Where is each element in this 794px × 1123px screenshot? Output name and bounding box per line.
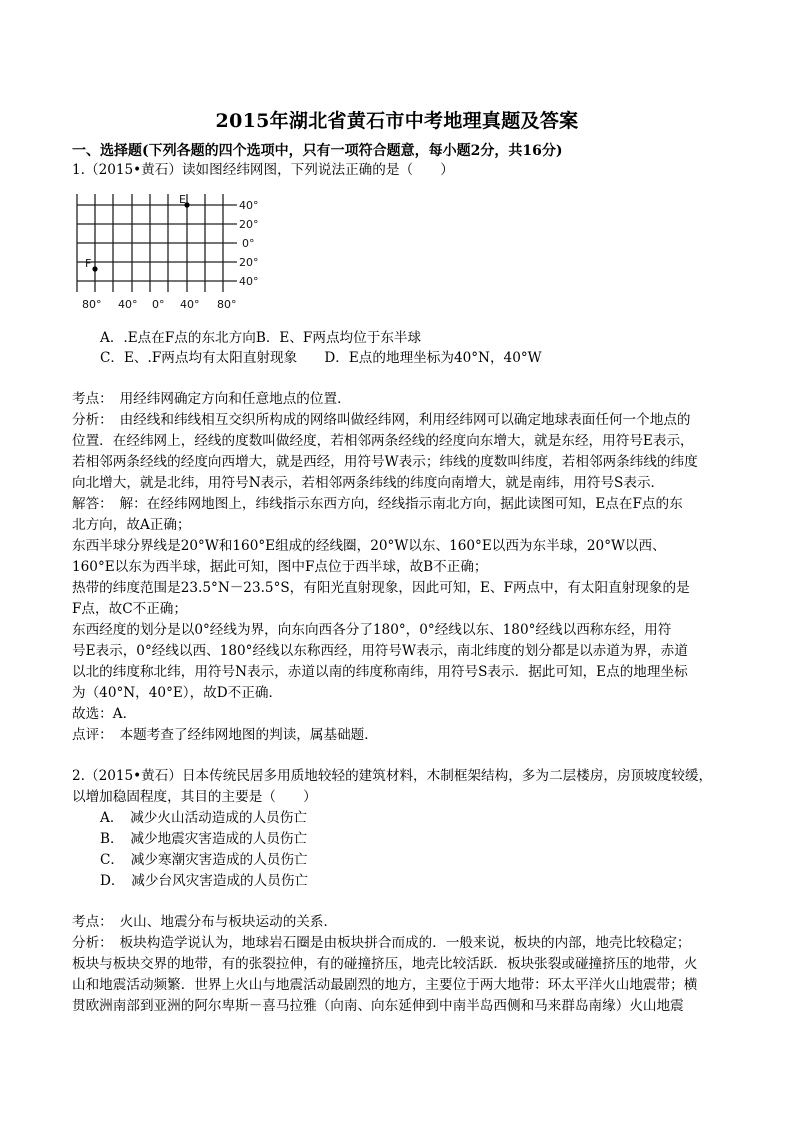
q1-jieda-line: 东西经度的划分是以0°经线为界，向东向西各分了180°，0°经线以东、180°经线以西称东经，用符 [72, 622, 672, 638]
lat-label: 20° [239, 218, 259, 231]
point-e-label: E [179, 193, 186, 206]
q1-options-row-1: A．.E点在F点的东北方向B．E、F两点均位于东半球 [100, 330, 422, 346]
q2-fenxi-line: 板块与板块交界的地带，有的张裂拉伸，有的碰撞挤压，地壳比较活跃．板块张裂或碰撞挤压的地带，火 [72, 956, 698, 972]
lon-label: 40° [180, 298, 200, 311]
lon-label: 80° [217, 298, 237, 311]
q1-dianping: 点评： 本题考查了经纬网地图的判读，属基础题． [72, 727, 378, 743]
q1-kaodian: 考点： 用经纬网确定方向和任意地点的位置． [72, 391, 351, 407]
lat-label: 20° [239, 256, 259, 269]
q1-jieda-line: 热带的纬度范围是23.5°N－23.5°S，有阳光直射现象，因此可知，E、F两点中，有太阳直射现象的是 [72, 580, 690, 596]
q2-stem-line-1: 2.（2015•黄石）日本传统民居多用质地较轻的建筑材料，木制框架结构，多为二层楼房，房顶坡度较缓， [72, 768, 713, 784]
q1-jieda-line: 160°E以东为西半球，据此可知，图中F点位于西半球，故B不正确； [72, 559, 488, 575]
page-title: 2015年湖北省黄石市中考地理真题及答案 [215, 110, 579, 132]
q1-fenxi-line: 位置．在经纬网上，经线的度数叫做经度，若相邻两条经线的经度向东增大，就是东经，用符号E表示， [72, 433, 694, 449]
q1-jieda-line: 北方向，故A正确； [72, 517, 191, 533]
lat-label: 40° [239, 275, 259, 288]
q2-fenxi-line: 山和地震活动频繁．世界上火山与地震活动最剧烈的地方，主要位于两大地带：环太平洋火山地震带；横 [72, 977, 698, 993]
lon-label: 0° [152, 298, 165, 311]
latitude-labels [239, 199, 259, 288]
q1-jieda-line: 解答： 解：在经纬网地图上，纬线指示东西方向，经线指示南北方向，据此读图可知，E点在F点的东 [72, 496, 683, 512]
lat-label: 40° [239, 199, 259, 212]
q2-option-d: D． 减少台风灾害造成的人员伤亡 [100, 873, 309, 889]
lat-lon-grid-figure [72, 192, 272, 317]
section-heading: 一、选择题(下列各题的四个选项中，只有一项符合题意，每小题2分，共16分) [72, 143, 563, 159]
q1-stem: 1.（2015•黄石）读如图经纬网图，下列说法正确的是（ ） [72, 162, 454, 178]
q1-jieda-line: 号E表示，0°经线以西、180°经线以东称西经，用符号W表示，南北纬度的划分都是以赤道为界，赤道 [72, 643, 688, 659]
q1-jieda-line: 为（40°N，40°E），故D不正确． [72, 685, 283, 701]
q1-jieda-line: 以北的纬度称北纬，用符号N表示，赤道以南的纬度称南纬，用符号S表示．据此可知，E点的地理坐标 [72, 664, 688, 680]
lon-label: 80° [82, 298, 102, 311]
q2-stem-line-2: 以增加稳固程度，其目的主要是（ ） [72, 789, 317, 805]
lon-label: 40° [118, 298, 138, 311]
lat-label: 0° [242, 237, 255, 250]
q2-option-c: C． 减少寒潮灾害造成的人员伤亡 [100, 852, 308, 868]
q2-fenxi-line: 贯欧洲南部到亚洲的阿尔卑斯－喜马拉雅（向南、向东延伸到中南半岛西侧和马来群岛南缘）火山地震 [72, 998, 684, 1014]
q1-jieda-line: 东西半球分界线是20°W和160°E组成的经线圈，20°W以东、160°E以西为东半球，20°W以西、 [72, 538, 666, 554]
q1-fenxi-line: 若相邻两条经线的经度向西增大，就是西经，用符号W表示；纬线的度数叫纬度，若相邻两条纬线的纬度 [72, 454, 698, 470]
q1-fenxi-line: 分析： 由经线和纬线相互交织所构成的网络叫做经纬网，利用经纬网可以确定地球表面任何一个地点的 [72, 412, 691, 428]
point-f-marker [92, 266, 97, 271]
q2-fenxi-line: 分析： 板块构造学说认为，地球岩石圈是由板块拼合而成的．一般来说，板块的内部，地壳比较稳定； [72, 935, 691, 951]
q1-answer: 故选：A． [72, 706, 137, 722]
q2-kaodian: 考点： 火山、地震分布与板块运动的关系． [72, 914, 338, 930]
q1-jieda-line: F点，故C不正确； [72, 601, 187, 617]
longitude-labels [82, 298, 237, 311]
q1-options-row-2: C．E、.F两点均有太阳直射现象 D．E点的地理坐标为40°N，40°W [100, 350, 542, 366]
q2-option-b: B． 减少地震灾害造成的人员伤亡 [100, 831, 308, 847]
q1-fenxi-line: 向北增大，就是北纬，用符号N表示，若相邻两条纬线的纬度向南增大，就是南纬，用符号S表示． [72, 475, 665, 491]
q2-option-a: A． 减少火山活动造成的人员伤亡 [100, 810, 307, 826]
point-f-label: F [85, 257, 92, 270]
